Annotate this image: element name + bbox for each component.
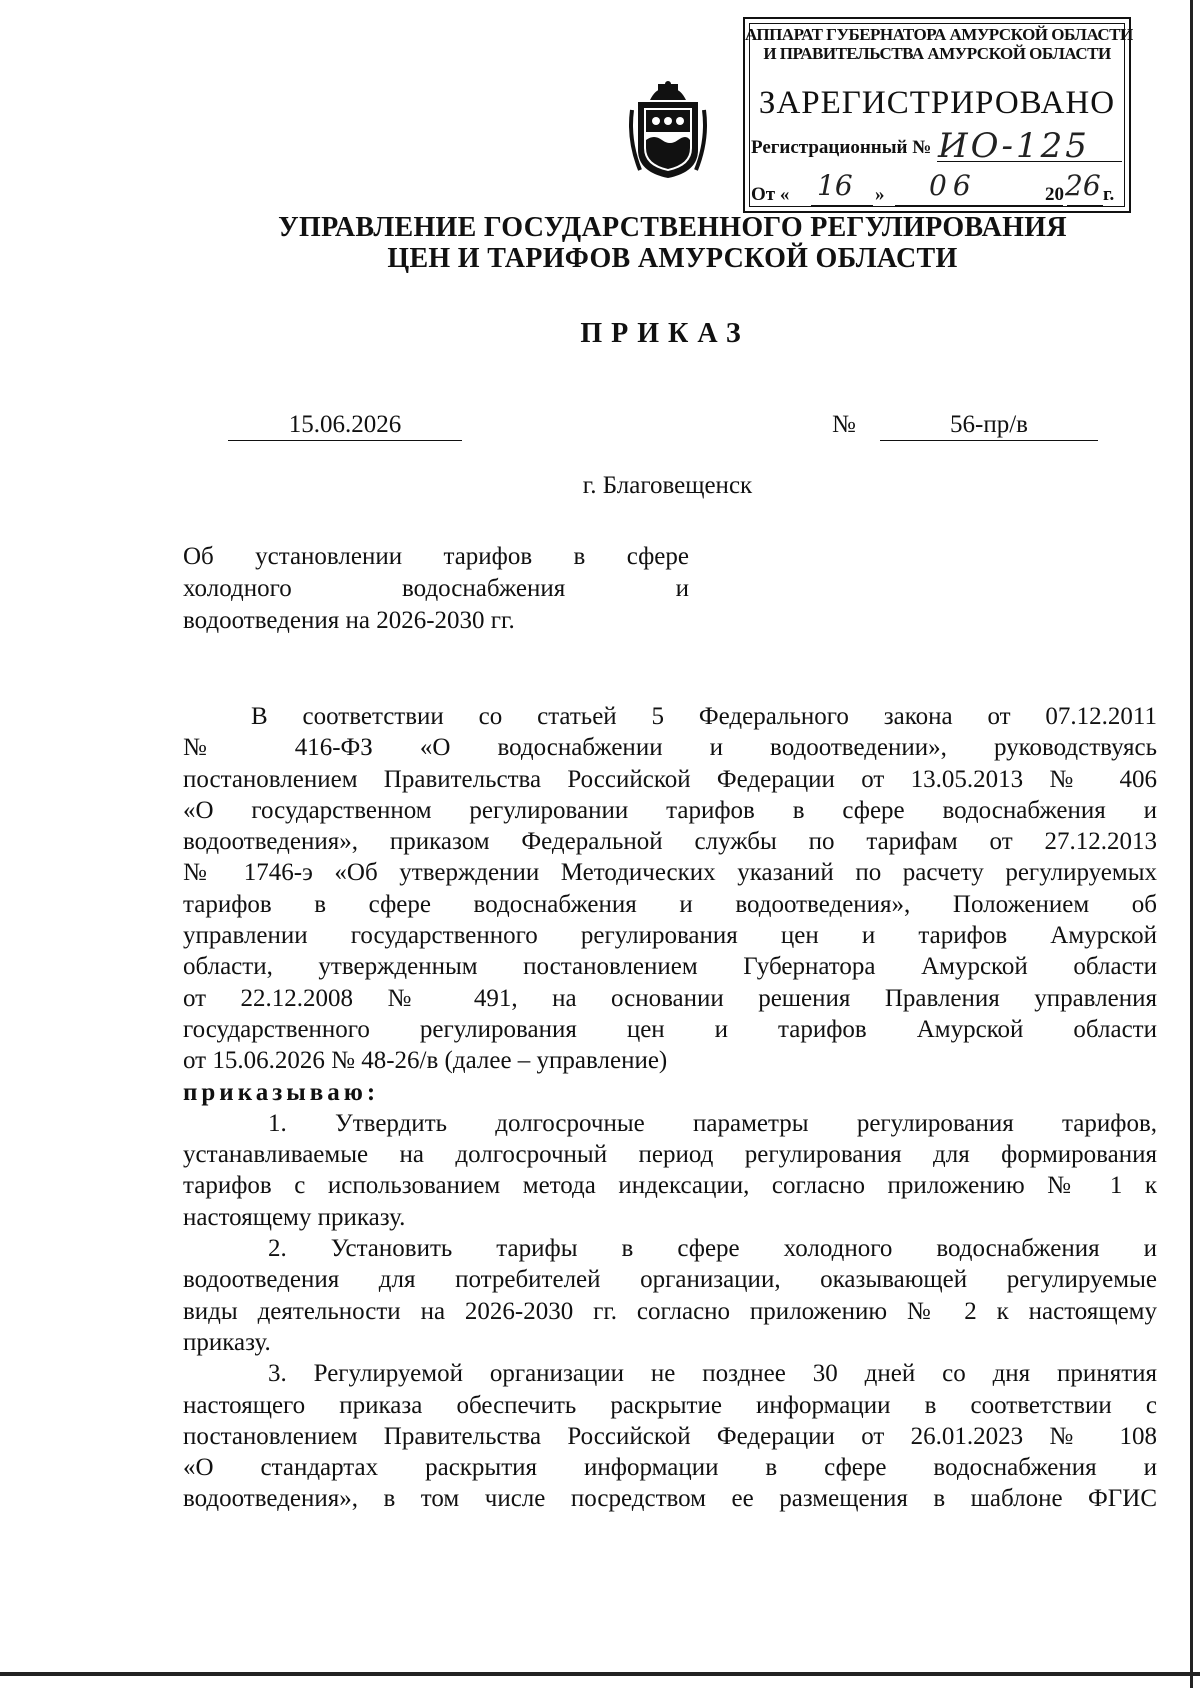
order-date: 15.06.2026 (228, 410, 462, 441)
orders-word: приказываю: (183, 1078, 380, 1106)
body-line: водоотведения», приказом Федеральной службы по тарифам от 27.12.2013 (183, 828, 1157, 856)
body-line: области, утвержденным постановлением Губернатора Амурской области (183, 953, 1157, 981)
subject-line: водоотведения на 2026-2030 гг. (183, 607, 515, 634)
stamp-date-from: От « (751, 184, 790, 205)
body-line: постановлением Правительства Российской Федерации от 13.05.2013 № 406 (183, 765, 1157, 793)
city: г. Благовещенск (582, 472, 753, 499)
body-line: тарифов в сфере водоснабжения и водоотведения», Положением об (183, 890, 1157, 918)
document-title: ПРИКАЗ (580, 318, 750, 349)
item-line: 2. Установить тарифы в сфере холодного водоснабжения и (268, 1235, 1157, 1263)
organization-name-line: ЦЕН И ТАРИФОВ АМУРСКОЙ ОБЛАСТИ (387, 243, 958, 274)
stamp-organization (745, 25, 1133, 63)
body-line: от 22.12.2008 № 491, на основании решения Правления управления (183, 984, 1157, 1012)
page-edge (0, 1672, 1200, 1676)
item-line: водоотведения для потребителей организации, оказывающей регулируемые (183, 1266, 1157, 1294)
subject-line: Об установлении тарифов в сфере (183, 543, 689, 570)
stamp-date-year-g: г. (1103, 184, 1115, 205)
stamp-reg-label: Регистрационный № (751, 137, 932, 158)
document-subject (183, 541, 689, 637)
body-line: «О государственном регулировании тарифов в сфере водоснабжения и (183, 796, 1157, 824)
stamp-reg-number: ИО-125 (938, 126, 1090, 166)
coat-of-arms-icon (628, 80, 708, 180)
body-line: № 416-ФЗ «О водоснабжении и водоотведении», руководствуясь (183, 734, 1157, 762)
body-line: управлении государственного регулирования цен и тарифов Амурской (183, 922, 1157, 950)
order-number-sign: № (832, 411, 856, 438)
item-line: 3. Регулируемой организации не позднее 30 дней со дня принятия (268, 1360, 1157, 1388)
item-line: виды деятельности на 2026-2030 гг. согласно приложению № 2 к настоящему (183, 1297, 1157, 1325)
body-line: государственного регулирования цен и тарифов Амурской области (183, 1015, 1157, 1043)
item-line: тарифов с использованием метода индексации, согласно приложению № 1 к (183, 1172, 1157, 1200)
stamp-registered-label: ЗАРЕГИСТРИРОВАНО (758, 85, 1116, 121)
body-line: В соответствии со статьей 5 Федерального закона от 07.12.2011 (251, 703, 1157, 730)
item-line: устанавливаемые на долгосрочный период регулирования для формирования (183, 1141, 1157, 1169)
order-number: 56-пр/в (880, 410, 1098, 441)
stamp-day-underline (811, 205, 873, 206)
stamp-date-day: 16 (817, 169, 853, 202)
body-line: от 15.06.2026 № 48-26/в (далее – управление) (183, 1047, 668, 1075)
organization-name-line: УПРАВЛЕНИЕ ГОСУДАРСТВЕННОГО РЕГУЛИРОВАНИЯ (278, 212, 1067, 243)
registration-stamp (743, 17, 1131, 213)
item-line: постановлением Правительства Российской Федерации от 26.01.2023 № 108 (183, 1422, 1157, 1450)
stamp-date-year-prefix: 20 (1045, 184, 1064, 205)
body-line: № 1746-э «Об утверждении Методических указаний по расчету регулируемых (183, 859, 1157, 887)
stamp-date-year-suffix: 26 (1065, 169, 1101, 202)
item-line: 1. Утвердить долгосрочные параметры регулирования тарифов, (268, 1109, 1157, 1137)
document-body (183, 701, 1157, 1515)
item-line: приказу. (183, 1328, 271, 1356)
stamp-date-close-quote: » (875, 184, 885, 205)
stamp-date-month: 06 (929, 169, 977, 202)
item-line: настоящего приказа обеспечить раскрытие информации в соответствии с (183, 1391, 1157, 1419)
stamp-org-line: И ПРАВИТЕЛЬСТВА АМУРСКОЙ ОБЛАСТИ (763, 44, 1111, 63)
item-line: «О стандартах раскрытия информации в сфере водоснабжения и (183, 1454, 1157, 1482)
item-line: водоотведения», в том числе посредством ее размещения в шаблоне ФГИС (183, 1485, 1157, 1513)
subject-line: холодного водоснабжения и (183, 575, 689, 602)
stamp-month-underline (895, 205, 1063, 206)
stamp-org-line: АППАРАТ ГУБЕРНАТОРА АМУРСКОЙ ОБЛАСТИ (745, 25, 1133, 44)
item-line: настоящему приказу. (183, 1203, 406, 1231)
stamp-year-underline (1067, 205, 1103, 206)
